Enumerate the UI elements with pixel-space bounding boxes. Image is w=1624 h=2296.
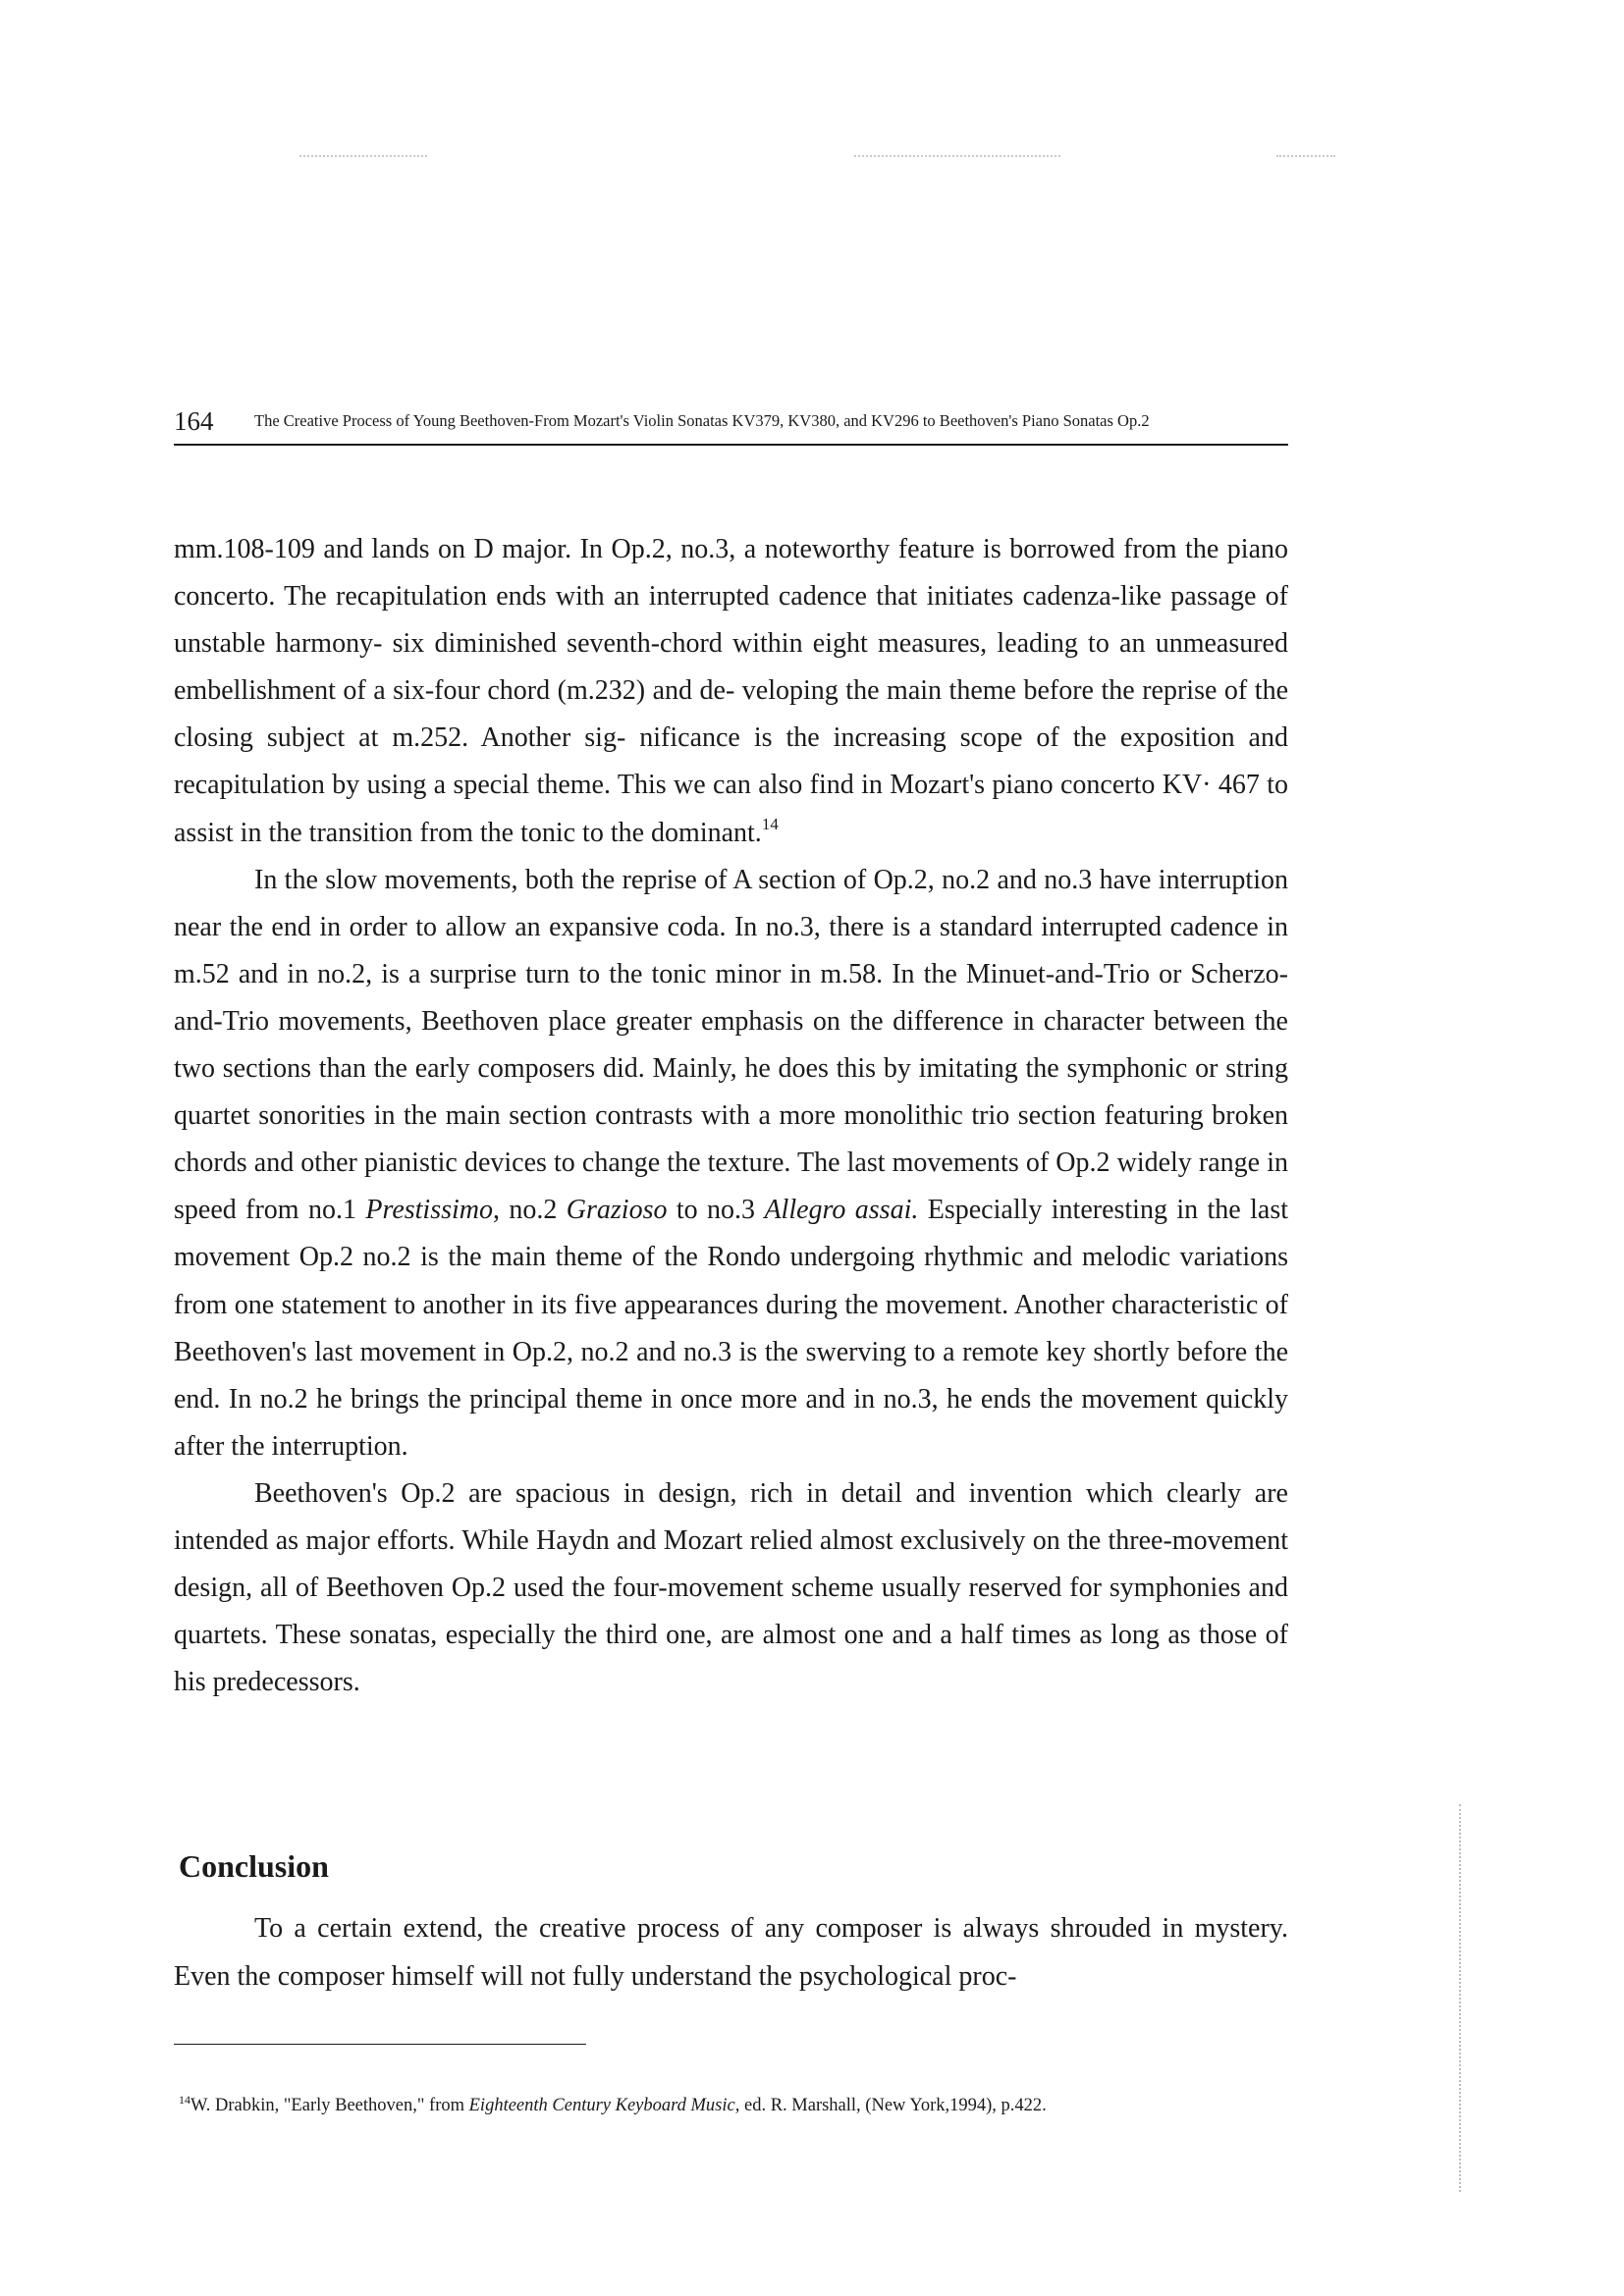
paragraph xyxy=(174,1470,1288,1706)
footnote-number: 14 xyxy=(179,2093,190,2107)
paragraph-text: to no.3 xyxy=(667,1195,765,1226)
paragraph-text: In the slow movements, both the reprise of A section of Op.2, no.2 and no.3 have interruption near the end in order to allow an expansive coda. In no.3, there is a standard interrupted cadence in m.52 and in no.2, is a surprise turn to the tonic minor in m.58. In the Minuet-and-Trio or Scherzo-and-Trio movements, Beethoven place greater emphasis on the difference in character between the two sections than the early composers did. Mainly, he does this by imitating the symphonic or string quartet sonorities in the main section contrasts with a more monolithic trio section featuring broken chords and other pianistic devices to change the texture. The last movements of Op.2 widely range in speed from no.1 xyxy=(174,864,1288,1226)
paragraph-text: , no.2 xyxy=(493,1195,567,1226)
page-number: 164 xyxy=(174,406,214,436)
body-text xyxy=(174,526,1288,1706)
tempo-marking: Grazioso xyxy=(566,1195,668,1226)
scan-edge-marks xyxy=(1459,1804,1461,2192)
paragraph xyxy=(174,526,1288,857)
scan-speck-marks xyxy=(854,155,1060,161)
paragraph-text: Beethoven's Op.2 are spacious in design, rich in detail and invention which clearly are intended as major efforts. While Haydn and Mozart relied almost exclusively on the three-movement design, all of Beethoven Op.2 used the four-movement scheme usually reserved for symphonies and quartets. These sonatas, especially the third one, are almost one and a half times as long as those of his predecessors. xyxy=(174,1477,1288,1698)
tempo-marking: Prestissimo xyxy=(365,1195,493,1226)
footnote-reference: 14 xyxy=(761,814,779,833)
scan-speck-marks xyxy=(299,155,427,161)
paragraph-text: Especially interesting in the last movement Op.2 no.2 is the main theme of the Rondo undergoing rhythmic and melodic variations from one statement to another in its five appearances during the movement. Another characteristic of Beethoven's last movement in Op.2, no.2 and no.3 is the swerving to a remote key shortly before the end. In no.2 he brings the principal theme in once more and in no.3, he ends the movement quickly after the interruption. xyxy=(174,1195,1288,1462)
footnote-rule xyxy=(174,2044,586,2045)
header-rule xyxy=(174,444,1288,446)
conclusion-text xyxy=(174,1905,1288,2001)
tempo-marking: Allegro assai. xyxy=(764,1195,919,1226)
footnote-text: W. Drabkin, "Early Beethoven," from xyxy=(190,2096,469,2115)
paragraph xyxy=(174,857,1288,1470)
footnote-text: , ed. R. Marshall, (New York,1994), p.422. xyxy=(734,2096,1047,2115)
section-heading: Conclusion xyxy=(179,1848,329,1884)
paragraph: To a certain extend, the creative process of any composer is always shrouded in mystery. Even the composer himself will not fully understand the psychological proc- xyxy=(174,1913,1288,1992)
running-title: The Creative Process of Young Beethoven-From Mozart's Violin Sonatas KV379, KV380, and KV296 to Beethoven's Piano Sonatas Op.2 xyxy=(254,411,1150,430)
footnote xyxy=(179,2093,1288,2118)
footnote-book-title: Eighteenth Century Keyboard Music xyxy=(468,2096,735,2115)
running-header xyxy=(174,402,1288,440)
scan-speck-marks xyxy=(1276,155,1335,161)
paragraph-text: mm.108-109 and lands on D major. In Op.2, no.3, a noteworthy feature is borrowed from the piano concerto. The recapitulation ends with an interrupted cadence that initiates cadenza-like passage of unstable harmony- six diminished seventh-chord within eight measures, leading to an unmeasured embellishment of a six-four chord (m.232) and de- veloping the main theme before the reprise of the closing subject at m.252. Another sig- nificance is the increasing scope of the exposition and recapitulation by using a special theme. This we can also find in Mozart's piano concerto KV· 467 to assist in the transition from the tonic to the dominant. xyxy=(174,534,1288,848)
